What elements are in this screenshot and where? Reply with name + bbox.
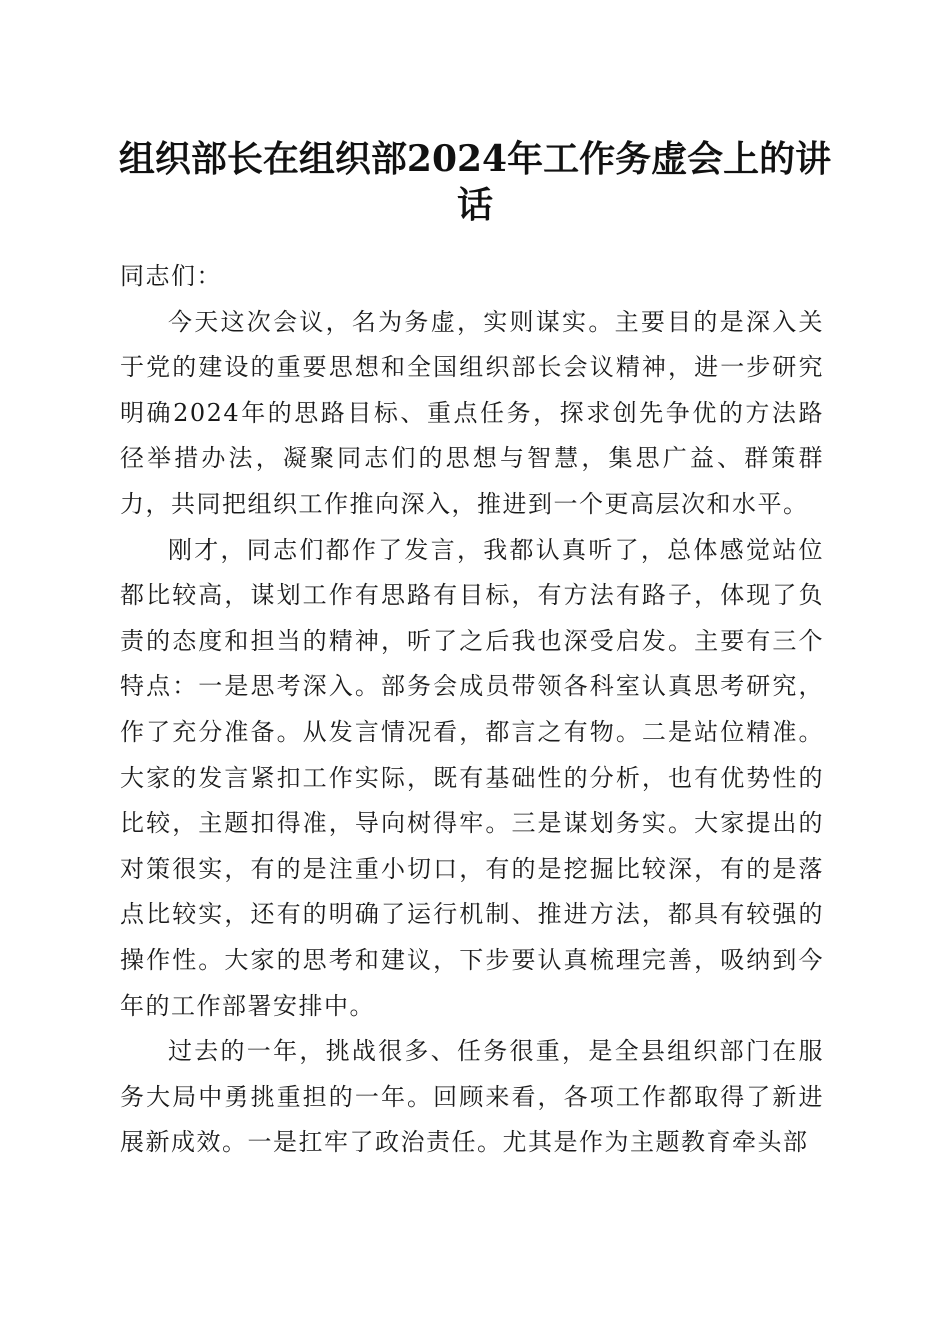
document-body — [120, 254, 824, 1166]
paragraph-3: 过去的一年，挑战很多、任务很重，是全县组织部门在服务大局中勇挑重担的一年。回顾来看，各项工作都取得了新进展新成效。一是扛牢了政治责任。尤其是作为主题教育牵头部 — [120, 1037, 824, 1157]
paragraph-2: 刚才，同志们都作了发言，我都认真听了，总体感觉站位都比较高，谋划工作有思路有目标，有方法有路子，体现了负责的态度和担当的精神，听了之后我也深受启发。主要有三个特点：一是思考深入。部务会成员带领各科室认真思考研究，作了充分准备。从发言情况看，都言之有物。二是站位精准。大家的发言紧扣工作实际，既有基础性的分析，也有优势性的比较，主题扣得准，导向树得牢。三是谋划务实。大家提出的对策很实，有的是注重小切口，有的是挖掘比较深，有的是落点比较实，还有的明确了运行机制、推进方法，都具有较强的操作性。大家的思考和建议，下步要认真梳理完善，吸纳到今年的工作部署安排中。 — [120, 535, 824, 1020]
document-title: 组织部长在组织部2024年工作务虚会上的讲话 — [118, 138, 832, 226]
paragraph-1: 今天这次会议，名为务虚，实则谋实。主要目的是深入关于党的建设的重要思想和全国组织部长会议精神，进一步研究明确2024年的思路目标、重点任务，探求创先争优的方法路径举措办法，凝聚同志们的思想与智慧，集思广益、群策群力，共同把组织工作推向深入，推进到一个更高层次和水平。 — [120, 307, 824, 518]
salutation: 同志们： — [120, 262, 222, 290]
